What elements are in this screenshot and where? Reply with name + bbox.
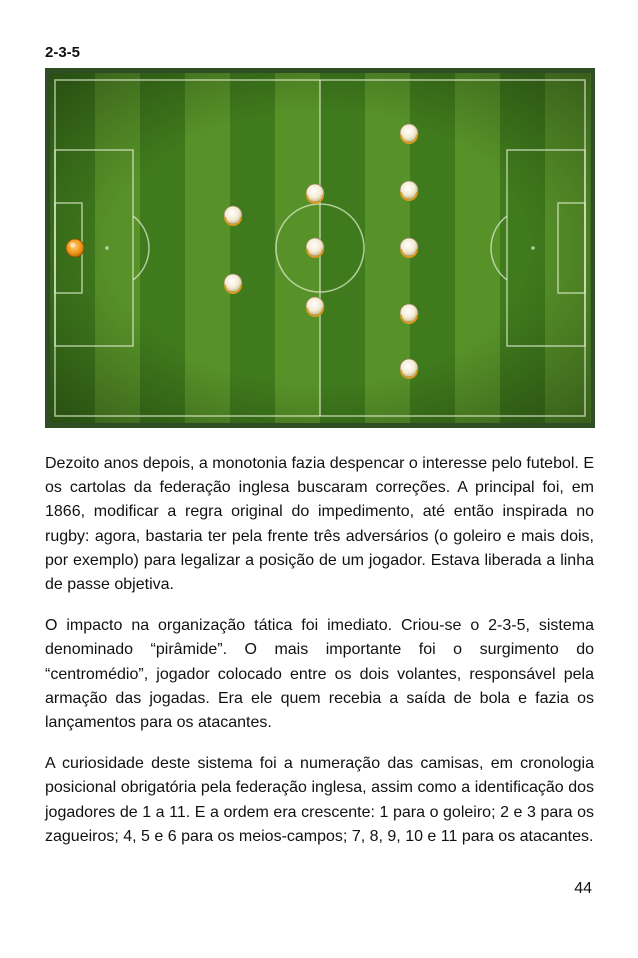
- player-forward: [400, 304, 418, 323]
- player-forward: [400, 181, 418, 200]
- player-defender: [224, 274, 242, 293]
- player-forward: [400, 359, 418, 378]
- formation-heading: 2-3-5: [45, 44, 81, 61]
- paragraph: A curiosidade deste sistema foi a numeração das camisas, em cronologia posicional obrigatória pela federação inglesa, assim como a identificação dos jogadores de 1 a 11. E a ordem era crescente: 1 para o goleiro; 2 e 3 para os zagueiros; 4, 5 e 6 para os meios-campos; 7, 8, 9, 10 e 11 para os atacantes.: [45, 755, 594, 845]
- player-goalkeeper: [66, 239, 84, 257]
- right-penalty-spot: [531, 246, 535, 250]
- player-midfielder: [306, 184, 324, 203]
- body-text: [45, 452, 594, 866]
- page-number: 44: [574, 880, 592, 897]
- left-penalty-spot: [105, 246, 109, 250]
- player-defender: [224, 206, 242, 225]
- player-forward: [400, 238, 418, 257]
- player-midfielder: [306, 297, 324, 316]
- player-midfielder: [306, 238, 324, 257]
- formation-diagram: [45, 68, 595, 428]
- player-forward: [400, 124, 418, 143]
- paragraph: O impacto na organização tática foi imediato. Criou-se o 2-3-5, sistema denominado “pirâmide”. O mais importante foi o surgimento do “centromédio”, jogador colocado entre os dois volantes, responsável pela armação das jogadas. Era ele quem recebia a saída de bola e fazia os lançamentos para os atacantes.: [45, 617, 594, 732]
- paragraph: Dezoito anos depois, a monotonia fazia despencar o interesse pelo futebol. E os cartolas da federação inglesa buscaram correções. A principal foi, em 1866, modificar a regra original do impedimento, até então inspirada no rugby: agora, bastaria ter pela frente três adversários (o goleiro e mais dois, por exemplo) para legalizar a posição de um jogador. Estava liberada a linha de passe objetiva.: [45, 455, 594, 594]
